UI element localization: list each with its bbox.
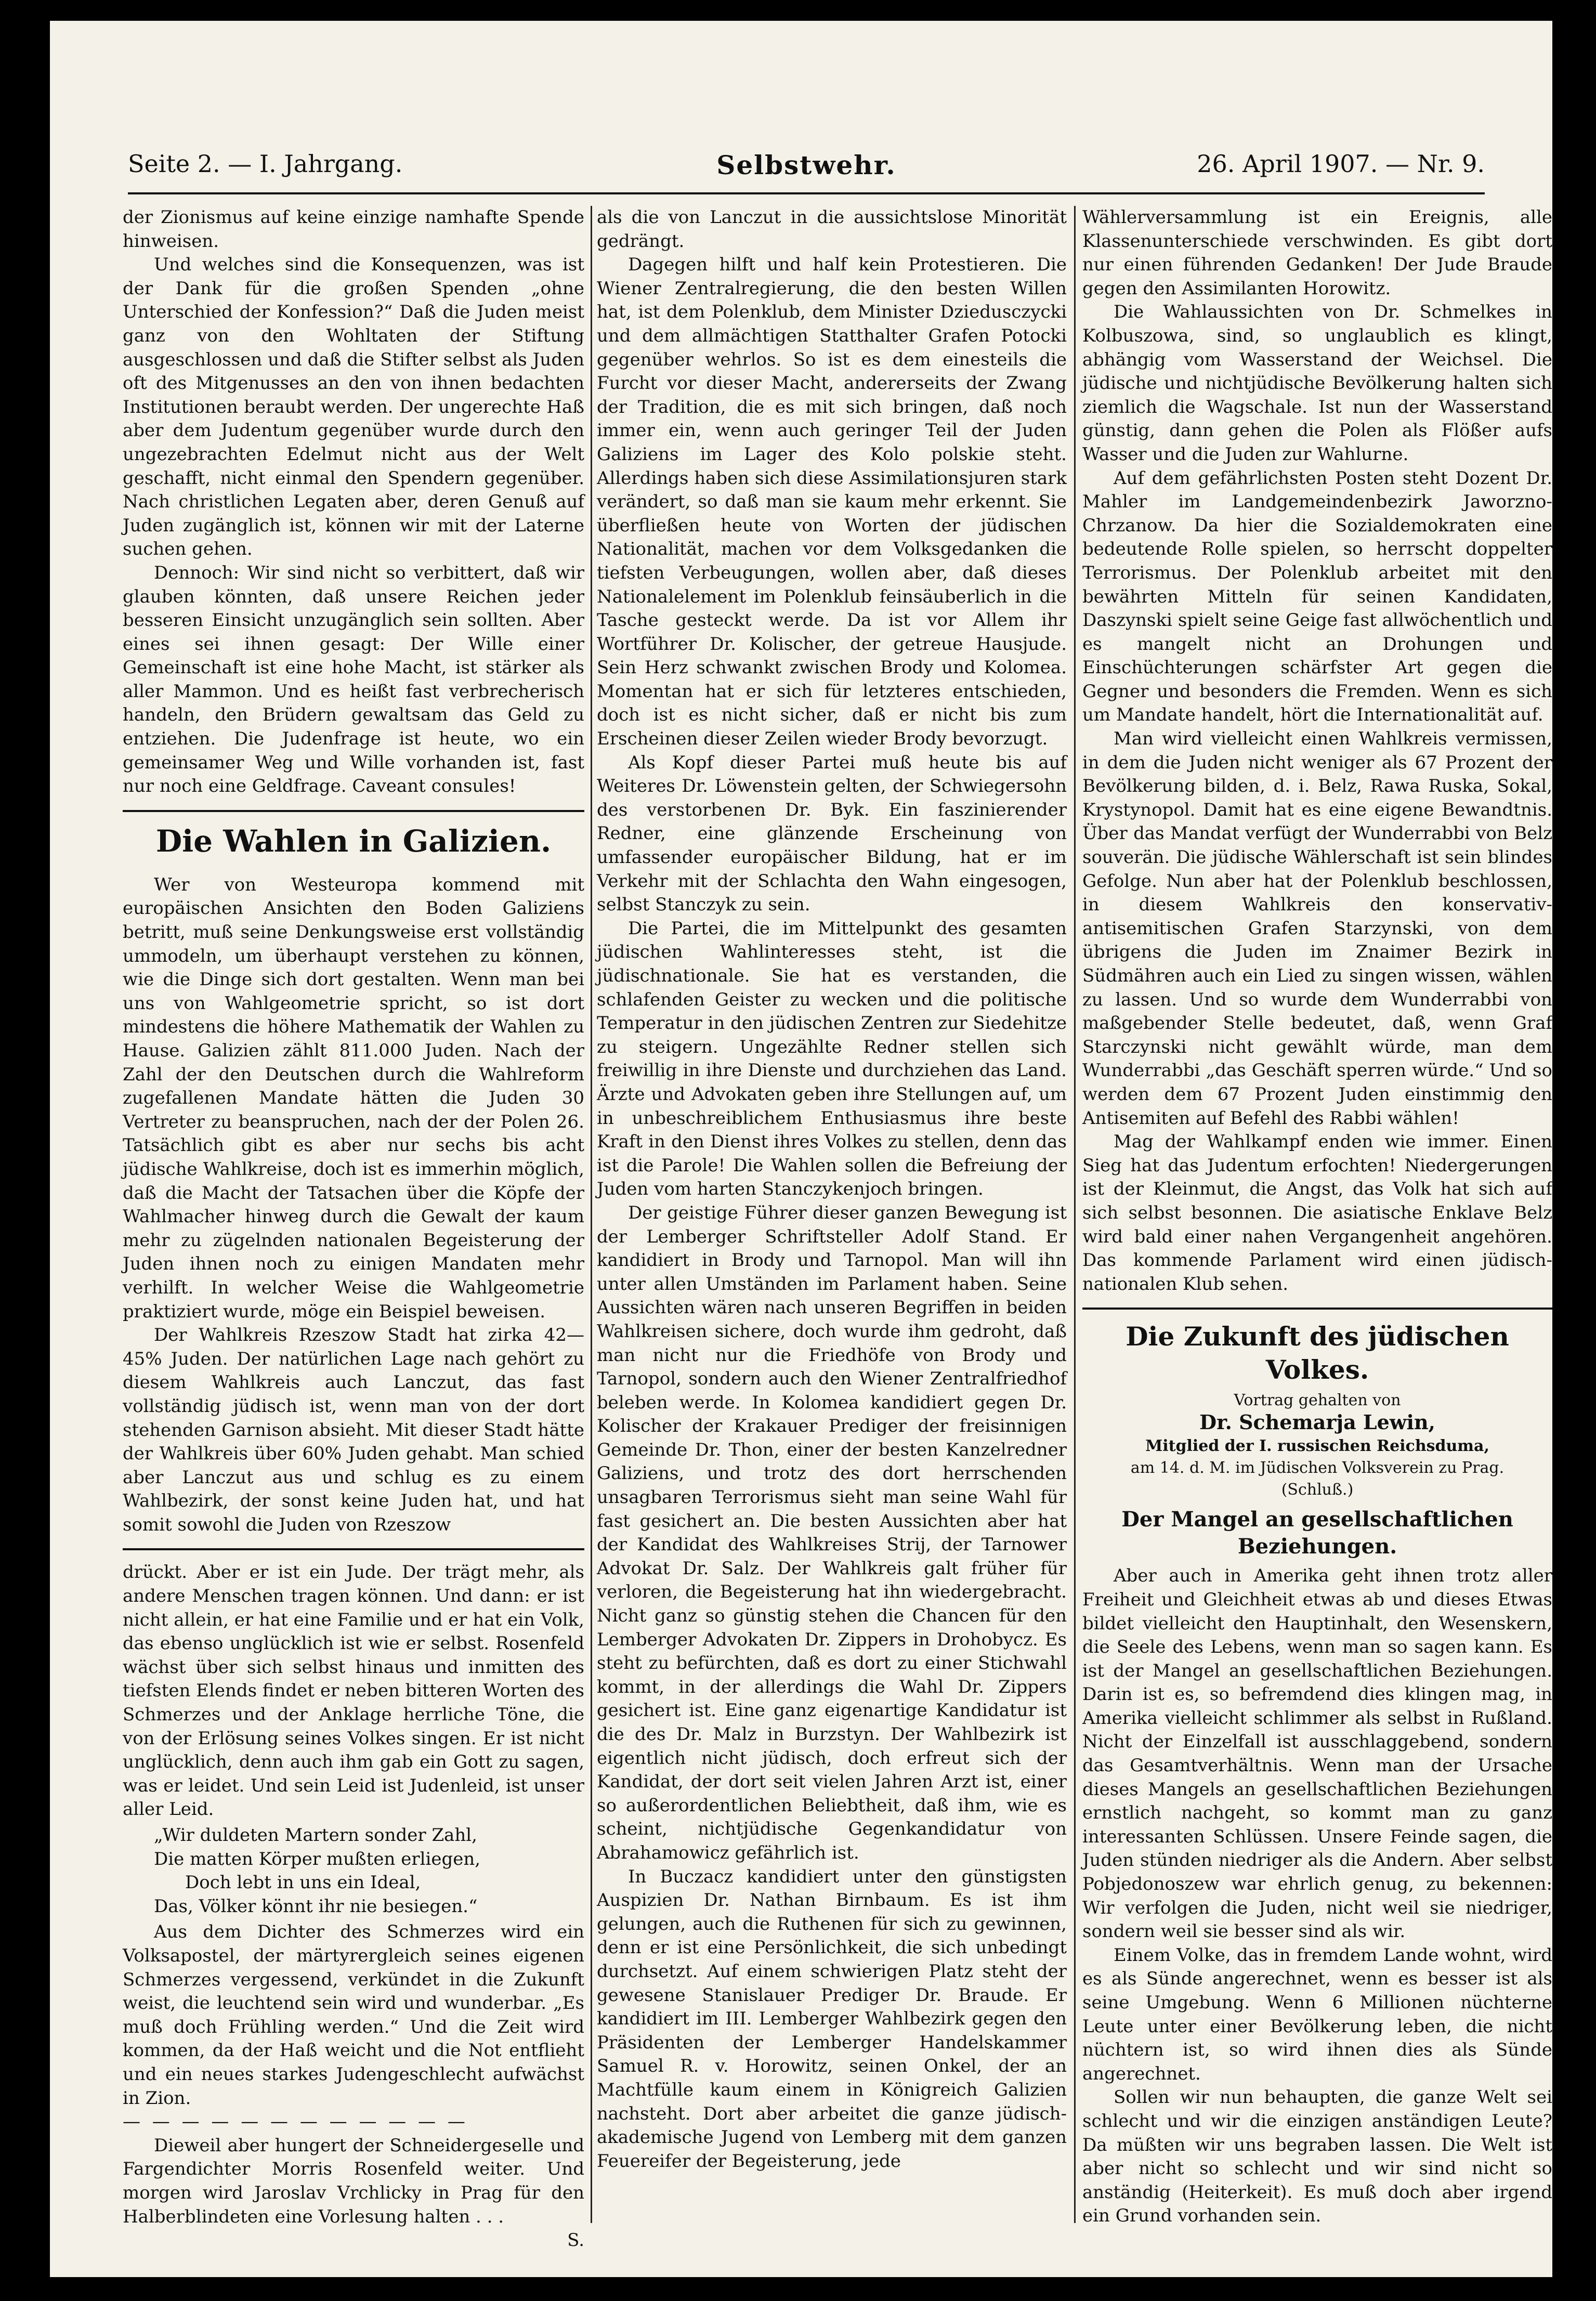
newspaper-page xyxy=(50,21,1552,2277)
paragraph: Aus dem Dichter des Schmerzes wird ein Volksapostel, der märtyrergleich seines eigenen Schmerzes vergessend, verkündet in die Zukunft weist, die leuchtend sein wird und wunderbar. „Es muß doch Frühling werden.“ Und die Zeit wird kommen, da der Haß weicht und die Not entflieht und ein neues starkes Judengeschlecht aufwächst in Zion. xyxy=(123,1921,584,2109)
section-heading: Der Mangel an gesellschaftlichen Beziehungen. xyxy=(1121,1507,1513,1559)
feuilleton-divider xyxy=(123,1548,584,1550)
article-title-zukunft: Die Zukunft des jüdischen Volkes. xyxy=(1126,1321,1509,1385)
paragraph: Wählerversammlung ist ein Ereignis, alle Klassenunterschiede verschwinden. Es gibt dort nur einen führenden Gedanken! Der Jude Braude gegen den Assimilanten Horowitz. xyxy=(1082,207,1552,299)
article-divider xyxy=(1082,1308,1552,1310)
column-divider-2 xyxy=(1074,206,1076,2223)
paragraph: Auf dem gefährlichsten Posten steht Dozent Dr. Mahler im Landgemeindenbezirk Jaworzno-Chrzanow. Da hier die Sozialdemokraten eine bedeutende Rolle spielen, so herrscht doppelter Terrorismus. Der Polenklub arbeitet mit den bewährten Mitteln für seinen Kandidaten, Daszynski spielt seine Geige fast allwöchentlich und es mangelt nicht an Drohungen und Einschüchterungen schärfster Art gegen die Gegner und besonders die Fremden. Wenn es sich um Mandate handelt, hört die Internationalität auf. xyxy=(1082,467,1552,726)
paragraph: drückt. Aber er ist ein Jude. Der trägt mehr, als andere Menschen tragen können. Und dann: er ist nicht allein, er hat eine Familie und er hat ein Volk, das ebenso unglücklich ist wie er selbst. Rosenfeld wächst über sich selbst hinaus und inmitten des tiefsten Elends findet er neben bitteren Worten des Schmerzes und der Anklage herrliche Töne, die von der Erlösung seines Volkes singen. Er ist nicht unglücklich, denn auch ihm gab ein Gott zu sagen, was er leidet. Und sein Leid ist Judenleid, ist unser aller Leid. xyxy=(123,1562,584,1820)
paragraph: Wer von Westeuropa kommend mit europäischen Ansichten den Boden Galiziens betritt, muß seine Denkungsweise erst vollständig ummodeln, um überhaupt verstehen zu können, wie die Dinge sich dort gestalten. Wenn man bei uns von Wahlgeometrie spricht, so ist dort mindestens die höhere Mathematik der Wahlen zu Hause. Galizien zählt 811.000 Juden. Nach der Zahl der den Deutschen durch die Wahlreform zugefallenen Mandate hätten die Juden 30 Vertreter zu beanspruchen, nach der der Polen 26. Tatsächlich gibt es aber nur sechs bis acht jüdische Wahlkreise, doch ist es immerhin möglich, daß die Macht der Tatsachen über die Köpfe der Wahlmacher hinweg durch die Gewalt der kaum mehr zu zügelnden nationalen Begeisterung der Juden ihnen noch zu einigen Mandaten mehr verhilft. In welcher Weise die Wahlgeometrie praktiziert wurde, möge ein Beispiel beweisen. xyxy=(123,874,584,1322)
paragraph: Die Wahlaussichten von Dr. Schmelkes in Kolbuszowa, sind, so unglaublich es klingt, abhängig vom Wasserstand der Weichsel. Die jüdische und nichtjüdische Bevölkerung halten sich ziemlich die Wagschale. Ist nun der Wasserstand günstig, dann gehen die Polen als Flößer aufs Wasser und die Juden zur Wahlurne. xyxy=(1082,302,1552,465)
dash-separator: — — — — — — — — — — — — xyxy=(123,2111,468,2133)
paragraph: Dagegen hilft und half kein Protestieren. Die Wiener Zentralregierung, die den besten Willen hat, ist dem Polenklub, dem Minister Dziedusczycki und dem allmächtigen Statthalter Grafen Potocki gegenüber wehrlos. So ist es dem einesteils die Furcht vor dieser Macht, andererseits der Zwang der Tradition, die es mit sich bringen, daß noch immer ein, wenn auch geringer Teil der Juden Galiziens im Lager des Kolo polskie steht. Allerdings haben sich diese Assimilationsjuren stark verändert, so daß man sie kaum mehr erkennt. Sie überfließen heute von Worten der jüdischen Nationalität, machen vor dem Volksgedanken die tiefsten Verbeugungen, wollen aber, daß dieses Nationalelement im Polenklub feinsäuberlich in die Tasche gesteckt werde. Da ist vor Allem ihr Wortführer Dr. Kolischer, der getreue Hausjude. Sein Herz schwankt zwischen Brody und Kolomea. Momentan hat er sich für letzteres entschieden, doch ist es nicht sicher, daß er nicht bis zum Erscheinen dieser Zeilen wieder Brody bevorzugt. xyxy=(597,254,1067,750)
paragraph: der Zionismus auf keine einzige namhafte Spende hinweisen. xyxy=(123,207,584,252)
paragraph: Sollen wir nun behaupten, die ganze Welt sei schlecht und wir die einzigen anständigen Leute? Da müßten wir uns begraben lassen. Die Welt ist aber nicht so schlecht und wir sind nicht so anständig (Heiterkeit). Es muß doch aber irgend ein Grund vorhanden sein. xyxy=(1082,2087,1552,2227)
header-rule xyxy=(128,192,1485,194)
speaker-role: Mitglied der I. russischen Reichsduma, xyxy=(1145,1437,1489,1456)
paragraph: Man wird vielleicht einen Wahlkreis vermissen, in dem die Juden nicht weniger als 67 Prozent der Bevölkerung bilden, d. i. Belz, Rawa Ruska, Sokal, Krystynopol. Damit hat es eine eigene Bewandtnis. Über das Mandat verfügt der Wunderrabbi von Belz souverän. Die jüdische Wählerschaft ist sein blindes Gefolge. Nun aber hat der Polenklub beschlossen, in diesem Wahlkreis den konservativ-antisemitischen Grafen Starzynski, von dem übrigens die Juden im Znaimer Bezirk in Südmähren auch ein Lied zu singen wissen, wählen zu lassen. Und so wurde dem Wunderrabbi von maßgebender Stelle bedeutet, daß, wenn Graf Starczynski nicht gewählt würde, man dem Wunderrabbi „das Geschäft sperren würde.“ Und so werden dem 67 Prozent Juden einstimmig den Antisemiten auf Befehl des Rabbi wählen! xyxy=(1082,728,1552,1129)
article-title-wahlen: Die Wahlen in Galizien. xyxy=(155,823,552,859)
column-1 xyxy=(123,206,584,2251)
paragraph: Der geistige Führer dieser ganzen Bewegung ist der Lemberger Schriftsteller Adolf Stand. Er kandidiert in Brody und Tarnopol. Man will ihn unter allen Umständen im Parlament haben. Seine Aussichten wären nach unseren Begriffen in beiden Wahlkreisen sichere, doch wurde ihm gedroht, daß man nicht nur die Friedhöfe von Brody und Tarnopol, sondern auch den Wiener Zentralfriedhof beleben werde. In Kolomea kandidiert gegen Dr. Kolischer der Krakauer Prediger der freisinnigen Gemeinde Dr. Thon, einer der besten Kanzelredner Galiziens, und trotz des dort herrschenden unsagbaren Terrorismus sieht man seine Wahl für fast gesichert an. Die besten Aussichten aber hat der Kandidat des Wahlkreises Strij, der Tarnower Advokat Dr. Salz. Der Wahlkreis galt früher für verloren, die Begeisterung hat ihn wiedergebracht. Nicht ganz so günstig stehen die Chancen für den Lemberger Advokaten Dr. Zippers in Drohobycz. Es steht zu befürchten, daß es dort zu einer Stichwahl kommt, in der allerdings die Wahl Dr. Zippers gesichert ist. Eine ganz eigenartige Kandidatur ist die des Dr. Malz in Burzstyn. Der Wahlbezirk ist eigentlich nicht jüdisch, doch erfreut sich der Kandidat, der dort seit vielen Jahren Arzt ist, einer so außerordentlichen Beliebtheit, daß ihm, wie es scheint, nichtjüdische Gegenkandidatur von Abrahamowicz gefährlich ist. xyxy=(597,1202,1067,1863)
column-3 xyxy=(1082,206,1552,2227)
header-date-issue: 26. April 1907. — Nr. 9. xyxy=(1197,150,1485,178)
paragraph: Die Partei, die im Mittelpunkt des gesamten jüdischen Wahlinteresses steht, ist die jüdischnationale. Sie hat es verstanden, die schlafenden Geister zu wecken und die politische Temperatur in den jüdischen Zentren zur Siedehitze zu steigern. Ungezählte Redner stellen sich freiwillig in ihre Dienste und durchziehen das Land. Ärzte und Advokaten geben ihre Stellungen auf, um in unbeschreiblichem Enthusiasmus ihre beste Kraft in den Dienst ihres Volkes zu stellen, denn das ist die Parole! Die Wahlen sollen die Befreiung der Juden vom harten Stanczykenjoch bringen. xyxy=(597,918,1067,1200)
column-2 xyxy=(597,206,1067,2218)
poem-line: Die matten Körper mußten erliegen, xyxy=(154,1848,481,1869)
article-divider xyxy=(123,810,584,812)
paragraph: In Buczacz kandidiert unter den günstigsten Auspizien Dr. Nathan Birnbaum. Es ist ihm gelungen, auch die Ruthenen für sich zu gewinnen, denn er ist eine Persönlichkeit, die sich unbedingt durchsetzt. Auf einem schwierigen Platz steht der gewesene Stanislauer Prediger Dr. Braude. Er kandidiert im III. Lemberger Wahlbezirk gegen den Präsidenten der Lemberger Handelskammer Samuel R. v. Horowitz, seinen Onkel, der an Machtfülle kaum einem in Königreich Galizien nachsteht. Dort aber arbeitet die ganze jüdisch-akademische Jugend von Lemberg mit dem ganzen Feuereifer der Begeisterung, jede xyxy=(597,1866,1067,2172)
lecture-line: Vortrag gehalten von xyxy=(1234,1391,1401,1410)
paragraph: Der Wahlkreis Rzeszow Stadt hat zirka 42—45% Juden. Der natürlichen Lage nach gehört zu diesem Wahlkreis auch Lanczut, das fast vollständig jüdisch ist, wenn man von der dort stehenden Garnison absieht. Mit dieser Stadt hätte der Wahlkreis über 60% Juden gehabt. Man schied aber Lanczut aus und schlug es zu einem Wahlbezirk, der sonst keine Juden hat, und hat somit sowohl die Juden von Rzeszow xyxy=(123,1325,584,1535)
poem-line: „Wir duldeten Martern sonder Zahl, xyxy=(154,1825,477,1846)
conclusion-note: (Schluß.) xyxy=(1281,1481,1354,1499)
paragraph: Als Kopf dieser Partei muß heute bis auf Weiteres Dr. Löwenstein gelten, der Schwiegersohn des verstorbenen Dr. Byk. Ein faszinierender Redner, eine glänzende Erscheinung von umfassender europäischer Bildung, hat er im Verkehr mit der Schlachta den Wahn eingesogen, selbst Stanczyk zu sein. xyxy=(597,752,1067,916)
poem-line: Das, Völker könnt ihr nie besiegen.“ xyxy=(154,1895,478,1917)
masthead-title: Selbstwehr. xyxy=(716,150,896,180)
paragraph: Einem Volke, das in fremdem Lande wohnt, wird es als Sünde angerechnet, wenn es besser ist als seine Umgebung. Wenn 6 Millionen nüchterne Leute unter einer Bevölkerung leben, die nicht nüchtern ist, so wird ihnen dies als Sünde angerechnet. xyxy=(1082,1944,1552,2084)
column-divider-1 xyxy=(591,206,592,2223)
poem-quote xyxy=(154,1824,584,1918)
paragraph: Mag der Wahlkampf enden wie immer. Einen Sieg hat das Judentum erfochten! Niedergerungen ist der Kleinmut, die Angst, das Volk hat sich auf sich selbst besonnen. Die asiatische Enklave Belz wird bald einer nahen Vergangenheit angehören. Das kommende Parlament wird einen jüdisch-nationalen Klub sehen. xyxy=(1082,1131,1552,1295)
signature: S. xyxy=(567,2230,584,2251)
speaker-name-text: Dr. Schemarja Lewin, xyxy=(1199,1410,1435,1434)
poem-line: Doch lebt in uns ein Ideal, xyxy=(185,1872,421,1893)
lecture-occasion: am 14. d. M. im Jüdischen Volksverein zu Prag. xyxy=(1130,1459,1505,1478)
paragraph: Und welches sind die Konsequenzen, was ist der Dank für die großen Spenden „ohne Unterschied der Konfession?“ Daß die Juden meist ganz von den Wohltaten der Stiftung ausgeschlossen und daß die Stifter selbst als Juden oft des Mitgenusses an den von ihnen bedachten Institutionen beraubt werden. Der ungerechte Haß aber dem Judentum gegenüber wurde durch den ungezebrachten Edelmut nicht aus der Welt geschafft, nicht einmal den Spendern gegenüber. Nach christlichen Legaten aber, deren Genuß auf Juden zugänglich ist, können wir mit der Laterne suchen gehen. xyxy=(123,254,584,560)
paragraph: Aber auch in Amerika geht ihnen trotz aller Freiheit und Gleichheit etwas ab und dieses Etwas bildet vielleicht den Hauptinhalt, den Wesenskern, die Seele des Lebens, wenn man so sagen kann. Es ist der Mangel an gesellschaftlichen Beziehungen. Darin ist es, so befremdend dies klingen mag, in Amerika vielleicht schlimmer als selbst in Rußland. Nicht der Einzelfall ist ausschlaggebend, sondern das Gesamtverhältnis. Wenn man der Ursache dieses Mangels an gesellschaftlichen Beziehungen ernstlich nachgeht, so kommt man zu ganz interessanten Schlüssen. Unsere Feinde sagen, die Juden stünden niedriger als die Andern. Aber selbst Pobjedonoszew war ehrlich genug, zu bekennen: Wir verfolgen die Juden, nicht weil sie niedriger, sondern weil sie besser sind als wir. xyxy=(1082,1565,1552,1942)
paragraph: als die von Lanczut in die aussichtslose Minorität gedrängt. xyxy=(597,207,1067,252)
page-header xyxy=(128,150,1485,186)
paragraph: Dennoch: Wir sind nicht so verbittert, daß wir glauben könnten, daß unsere Reichen jeder besseren Einsicht unzugänglich sein sollten. Aber eines sei ihnen gesagt: Der Wille einer Gemeinschaft ist eine hohe Macht, ist stärker als aller Mammon. Und es heißt fast verbrecherisch handeln, den Brüdern gewaltsam das Geld zu entziehen. Die Judenfrage ist heute, wo ein gemeinsamer Weg und Wille vorhanden ist, fast nur noch eine Geldfrage. Caveant consules! xyxy=(123,562,584,797)
paragraph: Dieweil aber hungert der Schneidergeselle und Fargendichter Morris Rosenfeld weiter. Und morgen wird Jaroslav Vrchlicky in Prag für den Halberblindeten eine Vorlesung halten . . . xyxy=(123,2135,584,2227)
header-page-info: Seite 2. — I. Jahrgang. xyxy=(128,150,403,178)
speaker-name xyxy=(1082,1411,1552,1435)
